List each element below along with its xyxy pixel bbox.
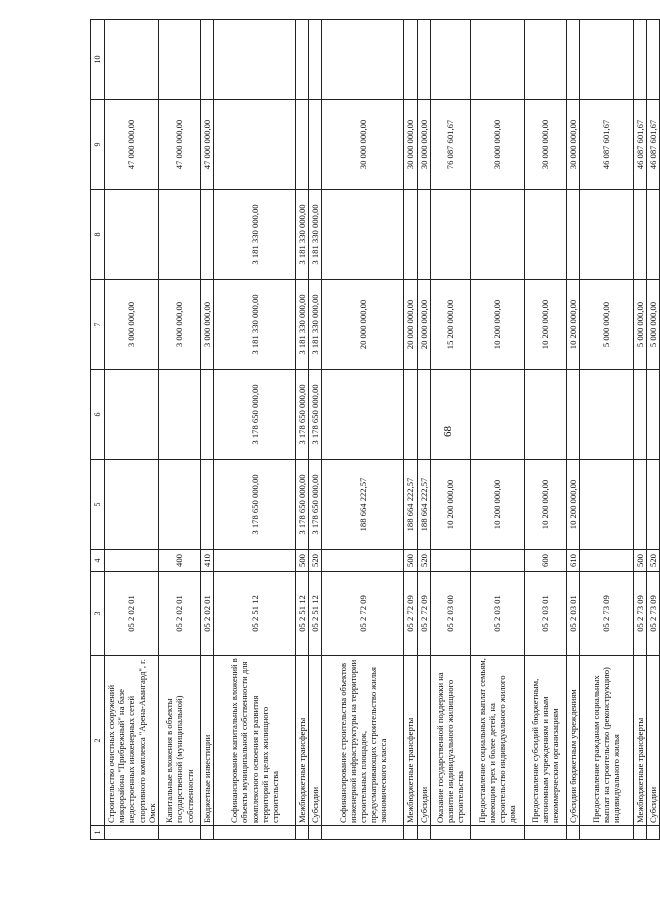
row-value: 3 181 330 000,00 [214, 280, 296, 370]
row-name: Межбюджетные трансферты [404, 656, 417, 826]
row-value [309, 20, 322, 100]
row-name: Субсидии [417, 656, 430, 826]
row-name: Субсидии [646, 656, 659, 826]
row-value [633, 370, 646, 460]
row-value [566, 370, 579, 460]
row-value [579, 20, 633, 100]
table-row [159, 20, 201, 840]
budget-table-container [90, 20, 658, 840]
row-value [159, 370, 201, 460]
row-value [201, 370, 214, 460]
row-value [646, 370, 659, 460]
row-name: Строительство очистных сооружений микрорайона "Прибрежный" на базе недостроенных инженерных сетей спортивного комплекса "Арена-Авангард", г. Омск [105, 656, 159, 826]
budget-table [90, 19, 660, 840]
row-name: Оказание государственной поддержки на развитие индивидуального жилищного строительства [430, 656, 470, 826]
table-row [322, 20, 404, 840]
table-row [566, 20, 579, 840]
row-value [646, 460, 659, 550]
column-index: 3 [91, 572, 105, 656]
row-value [404, 370, 417, 460]
row-value [159, 190, 201, 280]
row-value: 3 178 650 000,00 [296, 370, 309, 460]
row-value: 30 000 000,00 [470, 100, 524, 190]
column-index: 10 [91, 20, 105, 100]
row-value [404, 190, 417, 280]
row-value: 5 000 000,00 [633, 280, 646, 370]
row-code: 05 2 51 12 [309, 572, 322, 656]
row-value [633, 20, 646, 100]
row-code: 05 2 03 00 [430, 572, 470, 656]
table-row [417, 20, 430, 840]
row-code: 05 2 02 01 [201, 572, 214, 656]
row-value [566, 20, 579, 100]
table-row [430, 20, 470, 840]
row-code: 05 2 51 12 [214, 572, 296, 656]
row-value [105, 460, 159, 550]
row-kvr: 410 [201, 550, 214, 572]
row-value: 3 178 650 000,00 [296, 460, 309, 550]
row-value: 10 200 000,00 [470, 460, 524, 550]
row-kvr [430, 550, 470, 572]
row-value: 30 000 000,00 [417, 100, 430, 190]
row-value [417, 20, 430, 100]
row-value: 188 664 222,57 [404, 460, 417, 550]
column-index: 1 [91, 826, 105, 840]
column-index: 2 [91, 656, 105, 826]
row-name: Субсидии бюджетным учреждениям [566, 656, 579, 826]
row-value: 188 664 222,57 [417, 460, 430, 550]
row-kvr: 520 [309, 550, 322, 572]
row-value [579, 460, 633, 550]
row-value [579, 190, 633, 280]
row-code: 05 2 72 09 [322, 572, 404, 656]
table-row [214, 20, 296, 840]
row-value [105, 370, 159, 460]
row-name: Капитальные вложения в объекты государственной (муниципальной) собственности [159, 656, 201, 826]
row-value [105, 190, 159, 280]
row-value [470, 190, 524, 280]
row-value [296, 100, 309, 190]
row-kvr [470, 550, 524, 572]
row-name: Софинансирование строительства объектов инженерной инфраструктуры на территории строительных площадок, предусматривающих строительство жилья экономического класса [322, 656, 404, 826]
row-value [105, 20, 159, 100]
row-name: Предоставление социальных выплат семьям, имеющим трех и более детей, на строительство индивидуального жилого дома [470, 656, 524, 826]
row-value: 3 181 330 000,00 [214, 190, 296, 280]
row-value: 188 664 222,57 [322, 460, 404, 550]
row-value [201, 190, 214, 280]
table-row [201, 20, 214, 840]
row-value: 10 200 000,00 [430, 460, 470, 550]
row-value [417, 370, 430, 460]
table-row [524, 20, 566, 840]
row-code: 05 2 73 09 [633, 572, 646, 656]
row-value [646, 190, 659, 280]
row-value [524, 190, 566, 280]
row-value [214, 100, 296, 190]
row-value: 3 000 000,00 [201, 280, 214, 370]
column-index-row [91, 20, 105, 840]
row-kvr: 520 [417, 550, 430, 572]
row-value: 3 000 000,00 [105, 280, 159, 370]
row-value: 3 178 650 000,00 [214, 370, 296, 460]
row-code: 05 2 72 09 [417, 572, 430, 656]
row-value [159, 460, 201, 550]
row-kvr: 500 [296, 550, 309, 572]
row-value [646, 20, 659, 100]
column-index: 6 [91, 370, 105, 460]
row-value: 3 178 650 000,00 [309, 370, 322, 460]
row-kvr [105, 550, 159, 572]
column-index: 8 [91, 190, 105, 280]
row-value [524, 370, 566, 460]
row-value [417, 190, 430, 280]
page-number: 68 [442, 426, 454, 437]
row-kvr [579, 550, 633, 572]
row-value [470, 20, 524, 100]
row-value [579, 370, 633, 460]
row-value: 30 000 000,00 [404, 100, 417, 190]
row-code: 05 2 03 01 [524, 572, 566, 656]
row-kvr [322, 550, 404, 572]
table-row [646, 20, 659, 840]
row-value [404, 20, 417, 100]
row-value: 76 087 601,67 [430, 100, 470, 190]
row-value: 20 000 000,00 [404, 280, 417, 370]
row-value [430, 370, 470, 460]
row-value: 3 181 330 000,00 [309, 190, 322, 280]
row-name: Бюджетные инвестиции [201, 656, 214, 826]
row-value: 15 200 000,00 [430, 280, 470, 370]
row-value: 3 181 330 000,00 [296, 280, 309, 370]
table-row [296, 20, 309, 840]
row-value: 5 000 000,00 [579, 280, 633, 370]
row-value: 47 000 000,00 [105, 100, 159, 190]
row-value [296, 20, 309, 100]
row-value: 46 087 601,67 [579, 100, 633, 190]
row-value: 20 000 000,00 [322, 280, 404, 370]
row-name: Софинансирование капитальных вложений в объекты муниципальной собственности для комплексного освоения и развития территорий в целях жилищного строительства [214, 656, 296, 826]
row-value [430, 20, 470, 100]
row-code: 05 2 72 09 [404, 572, 417, 656]
row-value: 30 000 000,00 [524, 100, 566, 190]
table-row [470, 20, 524, 840]
row-code: 05 2 51 12 [296, 572, 309, 656]
row-value [322, 190, 404, 280]
row-value [201, 460, 214, 550]
row-value [524, 20, 566, 100]
row-value [566, 190, 579, 280]
row-code: 05 2 03 01 [470, 572, 524, 656]
row-value [322, 370, 404, 460]
row-value: 46 087 601,67 [633, 100, 646, 190]
row-value: 5 000 000,00 [646, 280, 659, 370]
row-code: 05 2 73 09 [646, 572, 659, 656]
row-value [470, 370, 524, 460]
row-value: 10 200 000,00 [470, 280, 524, 370]
row-value: 3 178 650 000,00 [309, 460, 322, 550]
row-kvr [214, 550, 296, 572]
table-row [404, 20, 417, 840]
row-value: 3 181 330 000,00 [296, 190, 309, 280]
row-value [159, 20, 201, 100]
row-kvr: 500 [633, 550, 646, 572]
row-name: Субсидии [309, 656, 322, 826]
column-index: 4 [91, 550, 105, 572]
row-code: 05 2 02 01 [159, 572, 201, 656]
column-index: 9 [91, 100, 105, 190]
row-code: 05 2 03 01 [566, 572, 579, 656]
row-value: 10 200 000,00 [566, 280, 579, 370]
row-value [309, 100, 322, 190]
row-value: 20 000 000,00 [417, 280, 430, 370]
row-kvr: 600 [524, 550, 566, 572]
row-value: 46 087 601,67 [646, 100, 659, 190]
row-name: Межбюджетные трансферты [296, 656, 309, 826]
row-value: 47 000 000,00 [201, 100, 214, 190]
row-value: 10 200 000,00 [524, 280, 566, 370]
table-row [633, 20, 646, 840]
column-index: 5 [91, 460, 105, 550]
row-value [201, 20, 214, 100]
row-value: 10 200 000,00 [566, 460, 579, 550]
table-row [309, 20, 322, 840]
column-index: 7 [91, 280, 105, 370]
row-value [214, 20, 296, 100]
row-value [430, 190, 470, 280]
row-kvr: 520 [646, 550, 659, 572]
row-value [633, 460, 646, 550]
row-value: 30 000 000,00 [566, 100, 579, 190]
row-code: 05 2 02 01 [105, 572, 159, 656]
row-value [633, 190, 646, 280]
row-name: Межбюджетные трансферты [633, 656, 646, 826]
row-kvr: 500 [404, 550, 417, 572]
row-name: Предоставление субсидий бюджетным, автономным учреждениям и иным некоммерческим организациям [524, 656, 566, 826]
row-kvr: 400 [159, 550, 201, 572]
row-value: 47 000 000,00 [159, 100, 201, 190]
table-row [105, 20, 159, 840]
row-value: 3 181 330 000,00 [309, 280, 322, 370]
table-row [579, 20, 633, 840]
row-name: Предоставление гражданам социальных выплат на строительство (реконструкцию) индивидуального жилья [579, 656, 633, 826]
row-value [322, 20, 404, 100]
row-code: 05 2 73 09 [579, 572, 633, 656]
row-value: 3 178 650 000,00 [214, 460, 296, 550]
row-value: 3 000 000,00 [159, 280, 201, 370]
row-kvr: 610 [566, 550, 579, 572]
row-value: 10 200 000,00 [524, 460, 566, 550]
row-value: 30 000 000,00 [322, 100, 404, 190]
